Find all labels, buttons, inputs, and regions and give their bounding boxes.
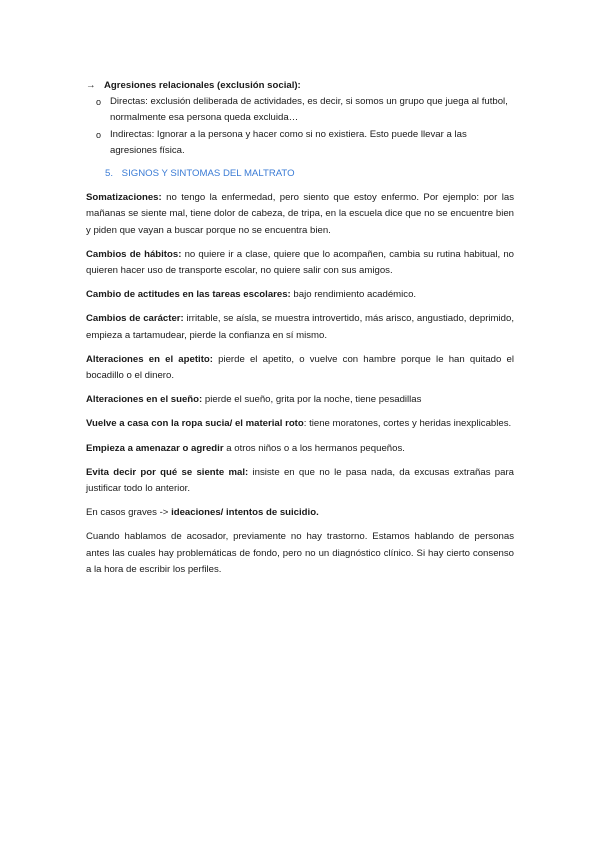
paragraph-lead: Alteraciones en el apetito: xyxy=(86,353,213,365)
paragraph-text: : tiene moratones, cortes y heridas inexplicables. xyxy=(303,418,512,430)
paragraph-casos-graves xyxy=(86,505,514,521)
paragraph-amenazar xyxy=(86,441,514,457)
paragraph-closing: Cuando hablamos de acosador, previamente no hay trastorno. Estamos hablando de personas antes las cuales hay problemáticas de fondo, pero no un diagnóstico clínico. Si hay cierto consenso a la hora de escribir los perfiles. xyxy=(86,531,514,575)
circle-bullet-icon: o xyxy=(96,129,102,140)
relational-aggression-list xyxy=(86,94,514,159)
list-item-text: Indirectas: Ignorar a la persona y hacer como si no existiera. Esto puede llevar a las agresiones física. xyxy=(110,128,467,156)
list-item xyxy=(86,94,514,126)
paragraph-cambios-caracter xyxy=(86,311,514,343)
paragraph-somatizaciones xyxy=(86,190,514,239)
section-heading xyxy=(86,166,514,182)
paragraph-lead: Evita decir por qué se siente mal: xyxy=(86,466,249,478)
paragraph-text: irritable, se aísla, se muestra introvertido, más arisco, angustiado, deprimido, empieza a tartamudear, pierde la confianza en sí mismo. xyxy=(86,313,514,341)
paragraph-text: pierde el sueño, grita por la noche, tiene pesadillas xyxy=(202,394,422,406)
paragraph-cambios-habitos xyxy=(86,247,514,279)
paragraph-ropa-sucia xyxy=(86,416,514,432)
paragraph-apetito xyxy=(86,352,514,384)
list-item-text: Directas: exclusión deliberada de actividades, es decir, si somos un grupo que juega al futbol, normalmente esa persona queda excluida… xyxy=(110,96,508,124)
paragraph-text: bajo rendimiento académico. xyxy=(290,289,417,301)
paragraph-text: a otros niños o a los hermanos pequeños. xyxy=(223,442,405,454)
paragraph-cambio-actitudes xyxy=(86,287,514,303)
paragraph-text: no tengo la enfermedad, pero siento que estoy enfermo. Por ejemplo: por las mañanas se siente mal, tiene dolor de cabeza, de tripa, en la escuela dice que no se encuentre bien y piden que vayan a buscar porque no se encuentra bien. xyxy=(86,192,514,236)
paragraph-lead: Alteraciones en el sueño: xyxy=(86,394,203,406)
paragraph-lead: Vuelve a casa con la ropa sucia/ el material roto xyxy=(86,418,304,430)
relational-aggression-title: Agresiones relacionales (exclusión social): xyxy=(104,80,301,91)
paragraph-lead: Empieza a amenazar o agredir xyxy=(86,442,224,454)
paragraph-lead: Cambio de actitudes en las tareas escolares: xyxy=(86,289,291,301)
paragraph-lead: ideaciones/ intentos de suicidio. xyxy=(171,507,319,519)
list-item xyxy=(86,127,514,159)
section-title: SIGNOS Y SINTOMAS DEL MALTRATO xyxy=(121,168,295,180)
paragraph-text: no quiere ir a clase, quiere que lo acompañen, cambia su rutina habitual, no quieren hacer uso de transporte escolar, no quiere salir con sus amigos. xyxy=(86,248,514,277)
paragraph-text: En casos graves -> xyxy=(86,507,172,519)
paragraph-lead: Cambios de hábitos: xyxy=(86,248,182,260)
section-number: 5. xyxy=(105,168,114,180)
page-content xyxy=(86,78,514,586)
arrow-bullet-icon: → xyxy=(86,80,96,91)
relational-aggression-bullet xyxy=(86,78,514,94)
paragraph-sueno xyxy=(86,392,514,408)
paragraph-text: pierde el apetito, o vuelve con hambre porque le han quitado el bocadillo o el dinero. xyxy=(86,353,514,382)
paragraph-lead: Somatizaciones: xyxy=(86,192,162,204)
paragraph-text: insiste en que no le pasa nada, da excusas extrañas para justificar todo lo anterior. xyxy=(86,466,514,495)
paragraph-evita-decir xyxy=(86,465,514,497)
paragraph-lead: Cambios de carácter: xyxy=(86,313,184,325)
circle-bullet-icon: o xyxy=(96,97,102,108)
